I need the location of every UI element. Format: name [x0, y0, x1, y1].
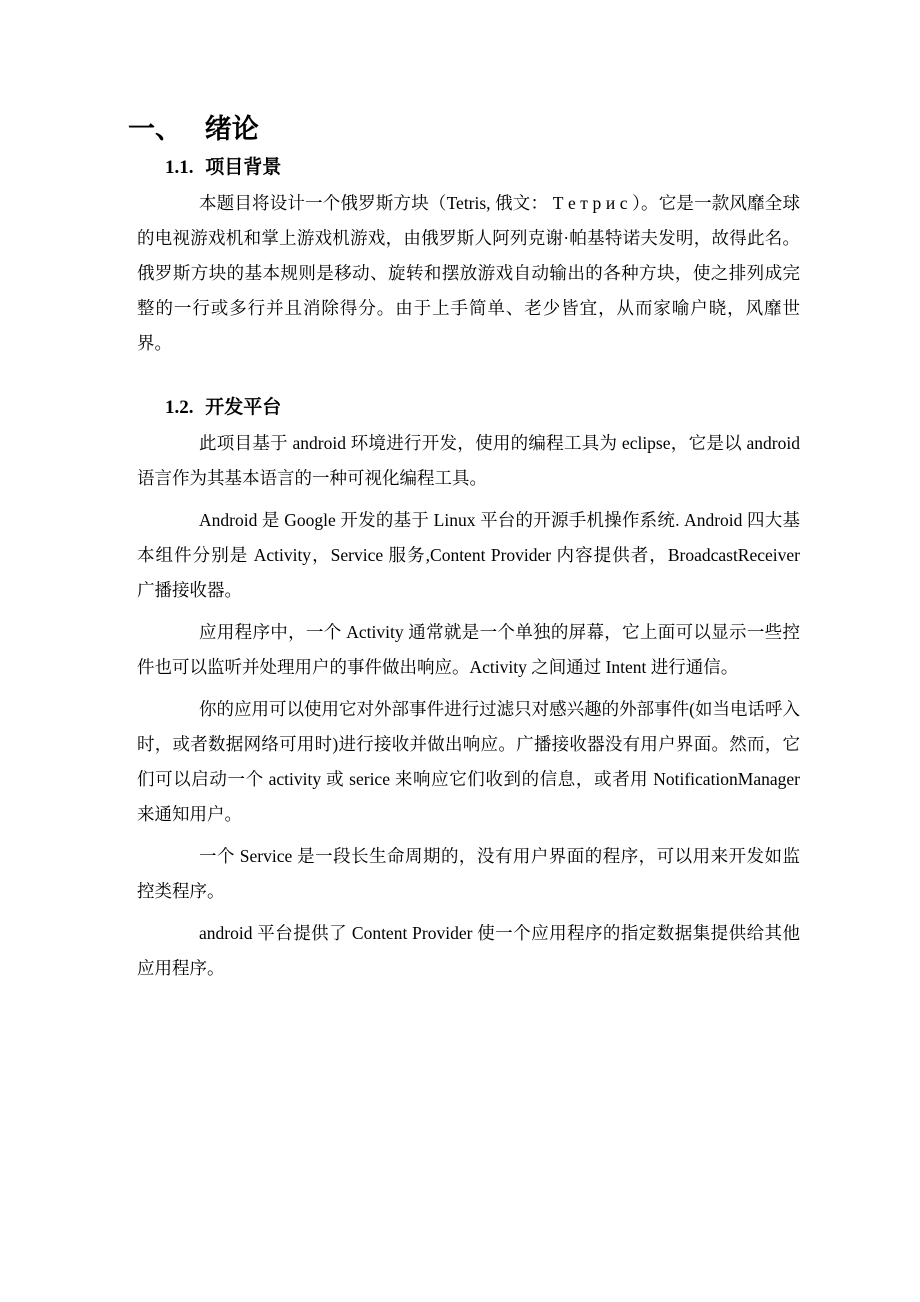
- paragraph-broadcast-receiver: 你的应用可以使用它对外部事件进行过滤只对感兴趣的外部事件(如当电话呼入时，或者数据网络可用时)进行接收并做出响应。广播接收器没有用户界面。然而，它们可以启动一个 activity 或 serice 来响应它们收到的信息，或者用 NotificationManager 来通知用户。: [137, 699, 800, 824]
- section-1-1-number: 1.1.: [165, 157, 194, 178]
- document-content: [128, 112, 800, 993]
- section-heading-1-1: [165, 155, 800, 180]
- chapter-number: 一、: [128, 114, 182, 144]
- section-1-1-title: 项目背景: [205, 157, 282, 178]
- chapter-title: 绪论: [204, 114, 259, 144]
- paragraph-service: 一个 Service 是一段长生命周期的，没有用户界面的程序，可以用来开发如监控类程序。: [137, 846, 800, 901]
- section-1-2-title: 开发平台: [205, 397, 282, 418]
- paragraph-project-background: 本题目将设计一个俄罗斯方块（Tetris, 俄文： Т е т р и с ）。它是一款风靡全球的电视游戏机和掌上游戏机游戏，由俄罗斯人阿列克谢·帕基特诺夫发明，故得此名。俄罗斯方块的基本规则是移动、旋转和摆放游戏自动输出的各种方块，使之排列成完整的一行或多行并且消除得分。由于上手简单、老少皆宜，从而家喻户晓，风靡世界。: [137, 193, 800, 353]
- section-1-2-number: 1.2.: [165, 397, 194, 418]
- chapter-heading: [128, 112, 800, 147]
- section-heading-1-2: [165, 395, 800, 420]
- paragraph-content-provider: android 平台提供了 Content Provider 使一个应用程序的指定数据集提供给其他应用程序。: [137, 923, 800, 978]
- paragraph-activity: 应用程序中，一个 Activity 通常就是一个单独的屏幕，它上面可以显示一些控件也可以监听并处理用户的事件做出响应。Activity 之间通过 Intent 进行通信。: [137, 622, 800, 677]
- paragraph-android-components: Android 是 Google 开发的基于 Linux 平台的开源手机操作系统. Android 四大基本组件分别是 Activity，Service 服务,Content Provider 内容提供者，BroadcastReceiver 广播接收器。: [137, 510, 800, 600]
- paragraph-dev-platform-intro: 此项目基于 android 环境进行开发，使用的编程工具为 eclipse，它是以 android 语言作为其基本语言的一种可视化编程工具。: [137, 433, 800, 488]
